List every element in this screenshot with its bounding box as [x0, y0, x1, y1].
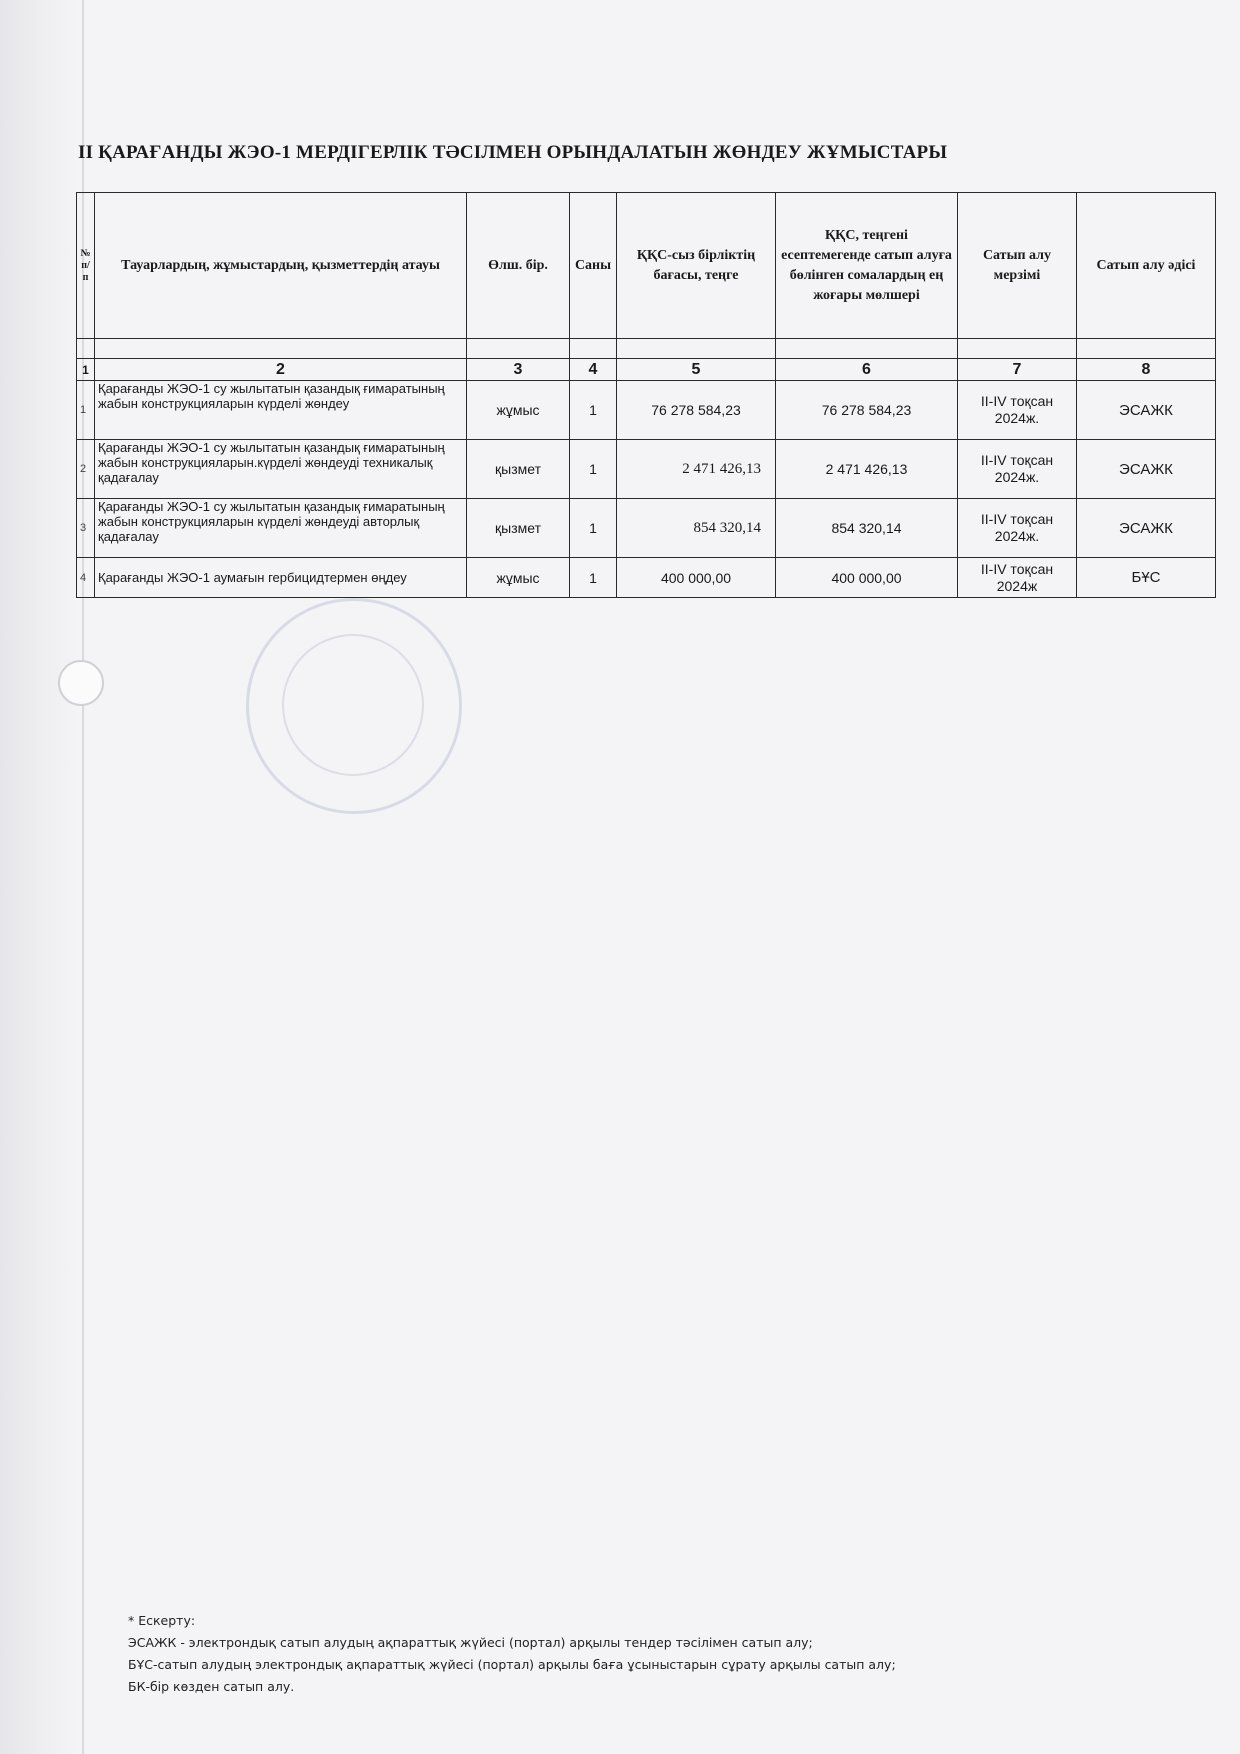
row-method: ЭСАЖК — [1077, 440, 1216, 499]
row-price: 2 471 426,13 — [617, 440, 776, 499]
procurement-table — [76, 192, 1216, 598]
header-period: Сатып алу мерзімі — [958, 193, 1077, 339]
row-qty: 1 — [570, 499, 617, 558]
footnote-line: ЭСАЖК - электрондық сатып алудың ақпараттық жүйесі (портал) арқылы тендер тәсілімен сатып алу; — [128, 1635, 813, 1650]
faded-stamp-inner — [282, 634, 424, 776]
row-period: II-IV тоқсан 2024ж. — [958, 440, 1077, 499]
row-method: БҰС — [1077, 558, 1216, 598]
header-unit: Өлш. бір. — [467, 193, 570, 339]
footnote-line: БК-бір көзден сатып алу. — [128, 1679, 295, 1694]
row-period: II-IV тоқсан 2024ж — [958, 558, 1077, 598]
row-total: 400 000,00 — [776, 558, 958, 598]
row-unit: қызмет — [467, 440, 570, 499]
header-price: ҚҚС-сыз бірліктің бағасы, теңге — [617, 193, 776, 339]
section-title: II ҚАРАҒАНДЫ ЖЭО-1 МЕРДІГЕРЛІК ТӘСІЛМЕН ОРЫНДАЛАТЫН ЖӨНДЕУ ЖҰМЫСТАРЫ — [78, 142, 948, 163]
footnote-heading: * Ескерту: — [128, 1613, 196, 1628]
row-total: 76 278 584,23 — [776, 381, 958, 440]
row-unit: жұмыс — [467, 381, 570, 440]
col-number: 8 — [1077, 359, 1216, 381]
header-row — [77, 193, 1216, 339]
row-price: 76 278 584,23 — [617, 381, 776, 440]
row-price: 854 320,14 — [617, 499, 776, 558]
footnote — [128, 1610, 1128, 1698]
col-number: 3 — [467, 359, 570, 381]
col-number: 1 — [77, 359, 95, 381]
table-row — [77, 499, 1216, 558]
row-unit: жұмыс — [467, 558, 570, 598]
header-total: ҚҚС, теңгені есептемегенде сатып алуға бөлінген сомалардың ең жоғары мөлшері — [776, 193, 958, 339]
row-no: 3 — [77, 499, 95, 558]
row-no: 4 — [77, 558, 95, 598]
row-qty: 1 — [570, 381, 617, 440]
col-number: 2 — [95, 359, 467, 381]
col-number: 7 — [958, 359, 1077, 381]
col-number: 4 — [570, 359, 617, 381]
column-number-row — [77, 359, 1216, 381]
row-qty: 1 — [570, 558, 617, 598]
row-unit: қызмет — [467, 499, 570, 558]
row-total: 2 471 426,13 — [776, 440, 958, 499]
header-name: Тауарлардың, жұмыстардың, қызметтердің атауы — [95, 193, 467, 339]
col-number: 6 — [776, 359, 958, 381]
row-name: Қарағанды ЖЭО-1 су жылытатын қазандық ғимаратының жабын конструкцияларын.күрделі жөндеуді техникалық қадағалау — [95, 440, 467, 499]
row-method: ЭСАЖК — [1077, 499, 1216, 558]
binder-hole — [58, 660, 104, 706]
header-no: № п/п — [77, 193, 95, 339]
row-no: 1 — [77, 381, 95, 440]
row-period: II-IV тоқсан 2024ж. — [958, 381, 1077, 440]
col-number: 5 — [617, 359, 776, 381]
row-qty: 1 — [570, 440, 617, 499]
row-name: Қарағанды ЖЭО-1 аумағын гербицидтермен өңдеу — [95, 558, 467, 598]
table-row — [77, 558, 1216, 598]
table-row — [77, 381, 1216, 440]
row-method: ЭСАЖК — [1077, 381, 1216, 440]
table-row — [77, 440, 1216, 499]
row-total: 854 320,14 — [776, 499, 958, 558]
row-period: II-IV тоқсан 2024ж. — [958, 499, 1077, 558]
row-name: Қарағанды ЖЭО-1 су жылытатын қазандық ғимаратының жабын конструкцияларын күрделі жөндеуді авторлық қадағалау — [95, 499, 467, 558]
row-name: Қарағанды ЖЭО-1 су жылытатын қазандық ғимаратының жабын конструкцияларын күрделі жөндеу — [95, 381, 467, 440]
row-price: 400 000,00 — [617, 558, 776, 598]
footnote-line: БҰС-сатып алудың электрондық ақпараттық жүйесі (портал) арқылы баға ұсыныстарын сұрату арқылы сатып алу; — [128, 1657, 896, 1672]
blank-row — [77, 339, 1216, 359]
header-qty: Саны — [570, 193, 617, 339]
header-method: Сатып алу әдісі — [1077, 193, 1216, 339]
scan-left-edge — [0, 0, 78, 1754]
row-no: 2 — [77, 440, 95, 499]
